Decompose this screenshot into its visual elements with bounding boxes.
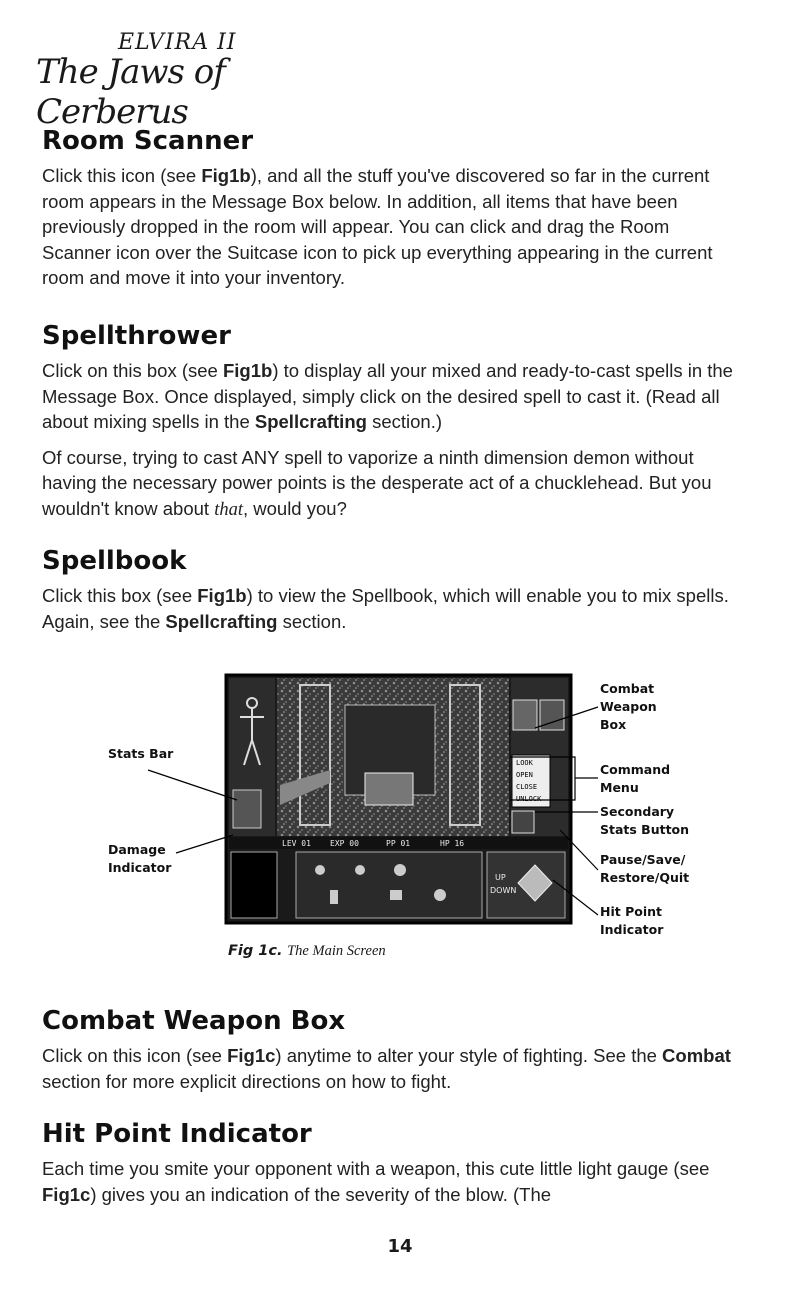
logo-title: ELVIRA II bbox=[118, 30, 237, 55]
callout-command-menu: Command Menu bbox=[600, 762, 671, 795]
section-hit-point-indicator bbox=[42, 1118, 742, 1217]
compass-up[interactable]: UP bbox=[495, 873, 506, 882]
elvira-logo bbox=[36, 30, 336, 132]
callout-stats-bar: Stats Bar bbox=[108, 746, 174, 761]
callout-hit-point-indicator: Hit Point Indicator bbox=[600, 904, 664, 937]
heading-room-scanner: Room Scanner bbox=[42, 126, 254, 156]
logo-subtitle: The Jaws of Cerberus bbox=[36, 52, 225, 132]
caption-text: The Main Screen bbox=[287, 943, 386, 959]
paragraph-combat-weapon-box: Click on this icon (see Fig1c) anytime to alter your style of fighting. See the Combat section for more explicit directions on how to fight. bbox=[42, 1045, 731, 1092]
callout-secondary-stats: Secondary Stats Button bbox=[600, 804, 690, 837]
section-spellthrower bbox=[42, 320, 742, 533]
menu-unlock[interactable]: UNLOCK bbox=[516, 795, 542, 803]
figure-caption bbox=[228, 943, 386, 960]
menu-close[interactable]: CLOSE bbox=[516, 783, 538, 791]
damage-indicator[interactable] bbox=[231, 852, 277, 918]
section-spellbook bbox=[42, 545, 742, 644]
section-combat-weapon-box bbox=[42, 1005, 742, 1104]
page-number: 14 bbox=[387, 1236, 413, 1257]
chest-icon bbox=[365, 773, 413, 805]
secondary-stats-button[interactable] bbox=[512, 811, 534, 833]
paragraph-room-scanner: Click this icon (see Fig1b), and all the stuff you've discovered so far in the current room appears in the Message Box below. In addition, all items that have been previously dropped in the room will appear. You can click and drag the Room Scanner icon over the Suitcase icon to pick up everything appearing in the current room and move it into your inventory. bbox=[42, 165, 713, 288]
menu-open[interactable]: OPEN bbox=[516, 771, 533, 779]
callout-damage-indicator: Damage Indicator bbox=[108, 842, 172, 875]
caption-label: Fig 1c. bbox=[228, 943, 283, 959]
paragraph-hit-point-indicator: Each time you smite your opponent with a weapon, this cute little light gauge (see Fig1c) gives you an indication of the severity of the blow. (The bbox=[42, 1158, 710, 1205]
compass-down[interactable]: DOWN bbox=[490, 886, 517, 895]
menu-look[interactable]: LOOK bbox=[516, 759, 533, 767]
combat-weapon-box[interactable] bbox=[513, 700, 537, 730]
heading-hit-point-indicator: Hit Point Indicator bbox=[42, 1119, 312, 1149]
figure-main-screen bbox=[0, 665, 800, 965]
paragraph-spellthrower-1: Click on this box (see Fig1b) to display all your mixed and ready-to-cast spells in the Message Box. Once displayed, simply click on the desired spell to cast it. (Read all about mixing spells in the Spellcrafting section.) bbox=[42, 360, 733, 432]
callout-pause-save: Pause/Save/ Restore/Quit bbox=[600, 852, 690, 885]
heading-combat-weapon-box: Combat Weapon Box bbox=[42, 1006, 346, 1036]
inventory-panel bbox=[296, 852, 482, 918]
heading-spellbook: Spellbook bbox=[42, 546, 187, 576]
callout-combat-weapon-box: Combat Weapon Box bbox=[600, 681, 657, 732]
status-lev: LEV 01 bbox=[282, 839, 311, 848]
section-room-scanner bbox=[42, 125, 742, 301]
status-pp: PP 01 bbox=[386, 839, 411, 848]
status-hp: HP 16 bbox=[440, 839, 465, 848]
status-exp: EXP 00 bbox=[330, 839, 359, 848]
stats-bar[interactable] bbox=[233, 790, 261, 828]
heading-spellthrower: Spellthrower bbox=[42, 321, 231, 351]
paragraph-spellbook: Click this box (see Fig1b) to view the Spellbook, which will enable you to mix spells. Again, see the Spellcrafting section. bbox=[42, 585, 729, 632]
paragraph-spellthrower-2: Of course, trying to cast ANY spell to vaporize a ninth dimension demon without having the necessary power points is the desperate act of a chucklehead. But you wouldn't know about that, would you? bbox=[42, 446, 712, 520]
